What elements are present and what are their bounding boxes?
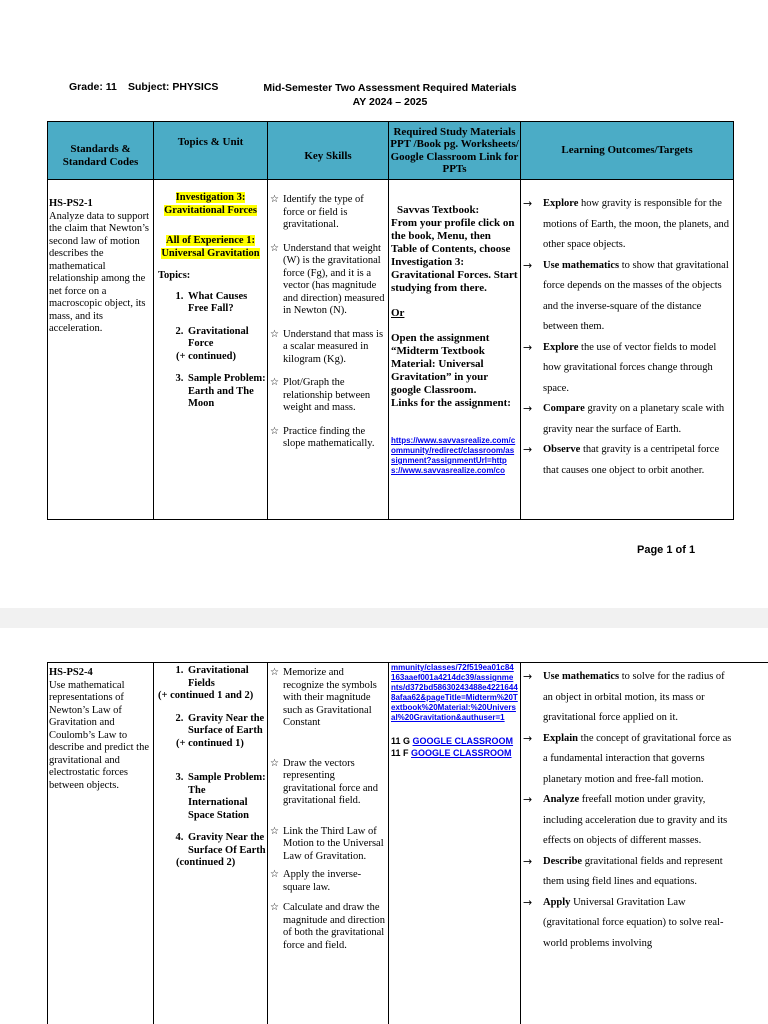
list-item: 4. Gravity Near the Surface Of Earth (continued 2) xyxy=(186,832,267,870)
star-bullet-icon: ☆ xyxy=(270,377,279,388)
table-row xyxy=(48,663,768,1024)
outcome-item: → Observe that gravity is a centripetal force that causes one object to orbit another. xyxy=(523,440,731,481)
standard-code: HS-PS2-1 xyxy=(49,198,93,209)
classroom-link-11f: 11 F GOOGLE CLASSROOM xyxy=(391,748,512,758)
subject-label: Subject: PHYSICS xyxy=(128,81,219,93)
standard-cell xyxy=(48,663,154,1024)
assignment-link[interactable]: https://www.savvasrealize.com/community/redirect/classroom/assignment?assignmentUrl=https://www.savvasrealize.com/co xyxy=(391,436,516,475)
experience-title: All of Experience 1: Universal Gravitation xyxy=(161,235,260,259)
skill-item: ☆ Memorize and recognize the symbols with their magnitude such as Gravitational Constant xyxy=(270,667,377,728)
materials-or: Or xyxy=(391,307,405,319)
key-skills-cell xyxy=(268,180,389,520)
outcomes-cell xyxy=(521,180,734,520)
topic-title: Sample Problem: Earth and The Moon xyxy=(188,373,266,409)
standard-description: Use mathematical representations of Newton’s Law of Gravitation and Coulomb’s Law to describe and predict the gravitational and electrostatic forces between objects. xyxy=(49,679,149,791)
topics-label: Topics: xyxy=(158,270,191,281)
star-bullet-icon: ☆ xyxy=(270,902,279,913)
outcomes-cell xyxy=(521,663,768,1024)
star-bullet-icon: ☆ xyxy=(270,242,279,254)
google-classroom-link[interactable]: GOOGLE CLASSROOM xyxy=(412,736,514,746)
skill-item: ☆ Understand that mass is a scalar measured in kilogram (Kg). xyxy=(270,328,384,365)
materials-table xyxy=(47,121,734,520)
outcome-item: → Explore the use of vector fields to model how gravitational forces change through space. xyxy=(523,338,731,400)
outcome-item: → Explore how gravity is responsible for the motions of Earth, the moon, the planets, and other space objects. xyxy=(523,194,731,256)
materials-cell xyxy=(389,180,521,520)
standard-description: Analyze data to support the claim that Newton’s second law of motion describes the mathematical relationship among the net force on a macroscopic object, its mass, and its acceleration. xyxy=(49,210,150,334)
materials-table-continued xyxy=(47,662,768,1024)
arrow-right-icon: → xyxy=(523,443,533,456)
standard-code: HS-PS2-4 xyxy=(49,667,93,678)
outcome-item: → Explain the concept of gravitational force as a fundamental interaction that governs planetary motion and free-fall motion. xyxy=(523,729,737,791)
star-bullet-icon: ☆ xyxy=(270,328,279,340)
topic-title: Gravitational Force xyxy=(188,325,249,349)
header-topics: Topics & Unit xyxy=(154,122,268,180)
list-item xyxy=(186,291,267,316)
star-bullet-icon: ☆ xyxy=(270,869,279,880)
table-row xyxy=(48,180,734,520)
document-page-2 xyxy=(0,628,768,1024)
key-skills-cell xyxy=(268,663,389,1024)
list-item xyxy=(186,373,267,411)
topics-list xyxy=(154,291,267,411)
outcome-item: → Apply Universal Gravitation Law (gravitational force equation) to solve real-world problems involving xyxy=(523,893,737,955)
outcome-item: → Analyze freefall motion under gravity, including acceleration due to gravity and its effects on objects of different masses. xyxy=(523,790,737,852)
document-title-line1: Mid-Semester Two Assessment Required Materials xyxy=(263,82,517,94)
header-standards: Standards & Standard Codes xyxy=(48,122,154,180)
arrow-right-icon: → xyxy=(523,793,533,806)
header-materials: Required Study Materials PPT /Book pg. Worksheets/ Google Classroom Link for PPTs xyxy=(389,122,521,180)
list-item: 3. Sample Problem: The International Space Station xyxy=(186,772,267,822)
outcome-item: → Compare gravity on a planetary scale with gravity near the surface of Earth. xyxy=(523,399,731,440)
outcome-item: → Describe gravitational fields and represent them using field lines and equations. xyxy=(523,852,737,893)
document-title xyxy=(262,81,518,109)
table-header-row xyxy=(48,122,734,180)
academic-year: AY 2024 – 2025 xyxy=(352,96,428,108)
assignment-link-continued[interactable]: mmunity/classes/72f519ea01c84163aaef001a4214dc39/assignments/d372bd58630243488e42216448afaa62&pageTitle=Midterm%20Textbook%20Material:%20Universal%20Gravitation&authuser=1 xyxy=(391,663,518,722)
skill-item: ☆ Identify the type of force or field is gravitational. xyxy=(270,194,364,230)
topics-cell xyxy=(154,663,268,1024)
arrow-right-icon: → xyxy=(523,670,533,683)
arrow-right-icon: → xyxy=(523,895,533,909)
arrow-right-icon: → xyxy=(523,197,533,210)
grade-label: Grade: 11 xyxy=(69,81,117,93)
topic-note: (+ continued 1 and 2) xyxy=(158,690,254,701)
page-number: Page 1 of 1 xyxy=(637,544,696,556)
arrow-right-icon: → xyxy=(523,731,533,745)
skill-item: ☆ Link the Third Law of Motion to the Universal Law of Gravitation. xyxy=(270,825,384,862)
skill-item: ☆ Understand that weight (W) is the gravitational force (Fg), and it is a vector (has magnitude and direction) measured in Newton (N). xyxy=(270,242,385,316)
topic-title: What Causes Free Fall? xyxy=(188,290,248,314)
standard-cell xyxy=(48,180,154,520)
materials-cell xyxy=(389,663,521,1024)
arrow-right-icon: → xyxy=(523,258,533,272)
materials-assignment: Open the assignment “Midterm Textbook Material: Universal Gravitation” in your google Classroom. xyxy=(391,332,490,396)
investigation-title: Investigation 3: Gravitational Forces xyxy=(164,192,257,216)
topic-note: (+ continued 1) xyxy=(176,737,244,749)
skill-item: ☆ Plot/Graph the relationship between weight and mass. xyxy=(270,377,371,413)
header-outcomes: Learning Outcomes/Targets xyxy=(521,122,734,180)
materials-textbook: Savvas Textbook: xyxy=(397,204,480,216)
skill-item: ☆ Apply the inverse-square law. xyxy=(270,869,362,893)
star-bullet-icon: ☆ xyxy=(270,194,279,205)
list-item: 2. Gravity Near the Surface of Earth (+ continued 1) xyxy=(186,713,267,751)
topics-cell xyxy=(154,180,268,520)
star-bullet-icon: ☆ xyxy=(270,425,279,437)
topic-note: (+ continued) xyxy=(176,350,236,362)
outcome-item: → Use mathematics to show that gravitational force depends on the masses of the objects and the inverse-square of the distance between them. xyxy=(523,256,731,338)
star-bullet-icon: ☆ xyxy=(270,825,279,837)
materials-links-label: Links for the assignment: xyxy=(391,397,511,409)
arrow-right-icon: → xyxy=(523,402,533,415)
topics-list xyxy=(154,665,267,870)
outcome-item: → Use mathematics to solve for the radius of an object in orbital motion, its mass or gravitational force applied on it. xyxy=(523,667,737,729)
google-classroom-link[interactable]: GOOGLE CLASSROOM xyxy=(411,748,512,758)
star-bullet-icon: ☆ xyxy=(270,667,279,678)
arrow-right-icon: → xyxy=(523,340,533,354)
skill-item: ☆ Practice finding the slope mathematically. xyxy=(270,425,375,449)
star-bullet-icon: ☆ xyxy=(270,757,279,769)
skill-item: ☆ Calculate and draw the magnitude and direction of both the gravitational force and field. xyxy=(270,902,386,951)
topic-note: (continued 2) xyxy=(176,857,236,868)
list-item xyxy=(176,325,267,364)
arrow-right-icon: → xyxy=(523,854,533,868)
skill-item: ☆ Draw the vectors representing gravitational force and gravitational field. xyxy=(270,757,379,806)
list-item: 1. Gravitational Fields (+ continued 1 and 2) xyxy=(186,665,267,703)
materials-instructions: From your profile click on the book, Menu, then Table of Contents, choose Investigation 3: Gravitational Forces. Start studying from there. xyxy=(391,217,518,294)
header-key-skills: Key Skills xyxy=(268,122,389,180)
classroom-link-11g: 11 G GOOGLE CLASSROOM xyxy=(391,736,514,746)
